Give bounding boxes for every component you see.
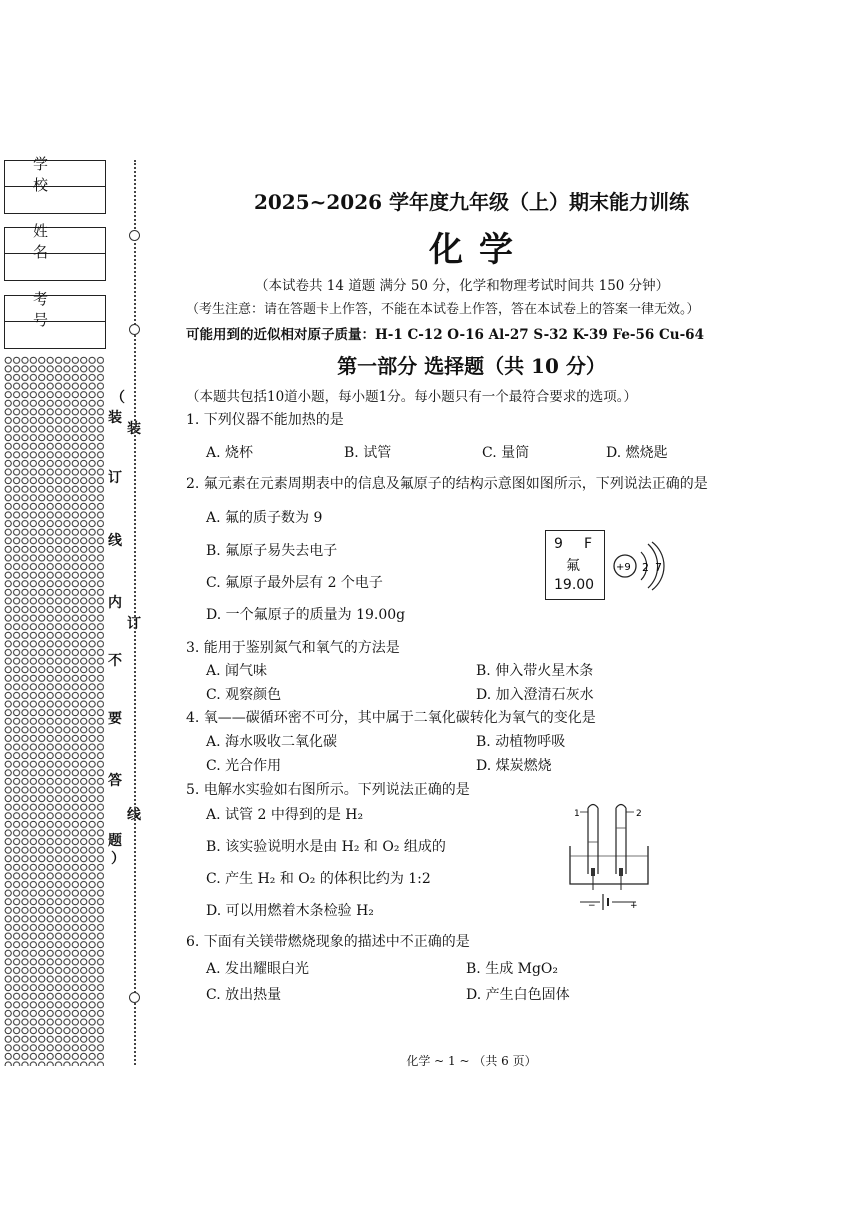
id-box — [4, 289, 106, 349]
question-stem: 5. 电解水实验如右图所示。下列说法正确的是 — [186, 782, 470, 798]
binding-char: 订 — [108, 470, 122, 486]
atomic-number: 9 — [554, 536, 563, 552]
option: A. 氟的质子数为 9 — [206, 510, 323, 526]
binding-hole — [129, 992, 140, 1003]
atomic-mass: 可能用到的近似相对原子质量：H-1 C-12 O-16 Al-27 S-32 K-39 Fe-56 Cu-64 — [186, 327, 704, 343]
option: A. 烧杯 — [206, 445, 254, 461]
binding-char: 不 — [108, 653, 122, 669]
option: A. 发出耀眼白光 — [206, 961, 310, 977]
binding-char: 题 — [108, 833, 122, 849]
negative-terminal: − — [588, 901, 596, 911]
option: C. 氟原子最外层有 2 个电子 — [206, 575, 383, 591]
positive-terminal: + — [630, 901, 638, 911]
exam-title: 2025~2026 学年度九年级（上）期末能力训练 — [253, 190, 690, 214]
option: B. 动植物呼吸 — [476, 734, 566, 750]
question-stem: 6. 下面有关镁带燃烧现象的描述中不正确的是 — [186, 934, 470, 950]
option: D. 一个氟原子的质量为 19.00g — [206, 607, 406, 623]
question-stem: 3. 能用于鉴别氮气和氧气的方法是 — [186, 640, 400, 656]
option: D. 产生白色固体 — [466, 987, 570, 1003]
exam-notice: （考生注意：请在答题卡上作答，不能在本试卷上作答，答在本试卷上的答案一律无效。） — [186, 302, 700, 317]
element-name: 氟 — [566, 558, 580, 574]
binding-char: 内 — [108, 595, 122, 611]
element-card — [545, 530, 605, 600]
binding-char: 答 — [108, 773, 122, 789]
school-label: 学校 — [5, 161, 105, 187]
page-footer: 化学 ~ 1 ~ （共 6 页） — [406, 1054, 537, 1068]
option: D. 煤炭燃烧 — [476, 758, 552, 774]
section-instructions: （本题共包括10道小题，每小题1分。每小题只有一个最符合要求的选项。） — [186, 389, 638, 405]
name-label: 姓名 — [5, 228, 105, 254]
option: D. 加入澄清石灰水 — [476, 687, 594, 703]
subject-title: 化学 — [429, 230, 529, 270]
atomic-mass-value: 19.00 — [554, 577, 595, 593]
element-symbol: F — [584, 536, 593, 552]
option: C. 放出热量 — [206, 987, 282, 1003]
shell-2-electrons: 7 — [655, 561, 662, 574]
section-title: 第一部分 选择题（共 10 分） — [337, 354, 606, 378]
option: D. 燃烧匙 — [606, 445, 668, 461]
option: A. 海水吸收二氧化碳 — [206, 734, 338, 750]
shell-1-electrons: 2 — [642, 561, 649, 574]
question-stem: 4. 氧——碳循环密不可分，其中属于二氧化碳转化为氧气的变化是 — [186, 710, 596, 726]
question-stem: 2. 氟元素在元素周期表中的信息及氟原子的结构示意图如图所示，下列说法正确的是 — [186, 476, 708, 492]
atom-structure-diagram — [608, 530, 670, 602]
option: A. 试管 2 中得到的是 H₂ — [206, 807, 364, 823]
option: B. 生成 MgO₂ — [466, 961, 559, 977]
binding-char: 装 — [127, 421, 141, 437]
binding-char: ） — [111, 851, 125, 867]
binding-hole — [129, 324, 140, 335]
nucleus-charge: +9 — [616, 562, 631, 573]
option: C. 光合作用 — [206, 758, 282, 774]
id-label: 考号 — [5, 296, 105, 322]
tube-1-label: 1 — [574, 809, 580, 819]
binding-char: 要 — [108, 711, 122, 727]
option: B. 该实验说明水是由 H₂ 和 O₂ 组成的 — [206, 839, 446, 855]
tube-2-label: 2 — [636, 809, 642, 819]
id-bubble-grid — [4, 356, 104, 1066]
binding-line — [134, 160, 136, 1065]
binding-char: 线 — [127, 807, 141, 823]
option: B. 伸入带火星木条 — [476, 663, 594, 679]
binding-char: 装 — [108, 410, 122, 426]
electrolysis-apparatus — [560, 798, 660, 918]
binding-char: （ — [111, 390, 125, 406]
option: C. 产生 H₂ 和 O₂ 的体积比约为 1:2 — [206, 871, 431, 887]
option: D. 可以用燃着木条检验 H₂ — [206, 903, 374, 919]
binding-char: 订 — [127, 616, 141, 632]
option: A. 闻气味 — [206, 663, 268, 679]
option: B. 试管 — [344, 445, 392, 461]
option: C. 观察颜色 — [206, 687, 282, 703]
binding-char: 线 — [108, 533, 122, 549]
question-stem: 1. 下列仪器不能加热的是 — [186, 412, 344, 428]
option: C. 量筒 — [482, 445, 530, 461]
option: B. 氟原子易失去电子 — [206, 543, 338, 559]
exam-info: （本试卷共 14 道题 满分 50 分，化学和物理考试时间共 150 分钟） — [255, 278, 670, 294]
